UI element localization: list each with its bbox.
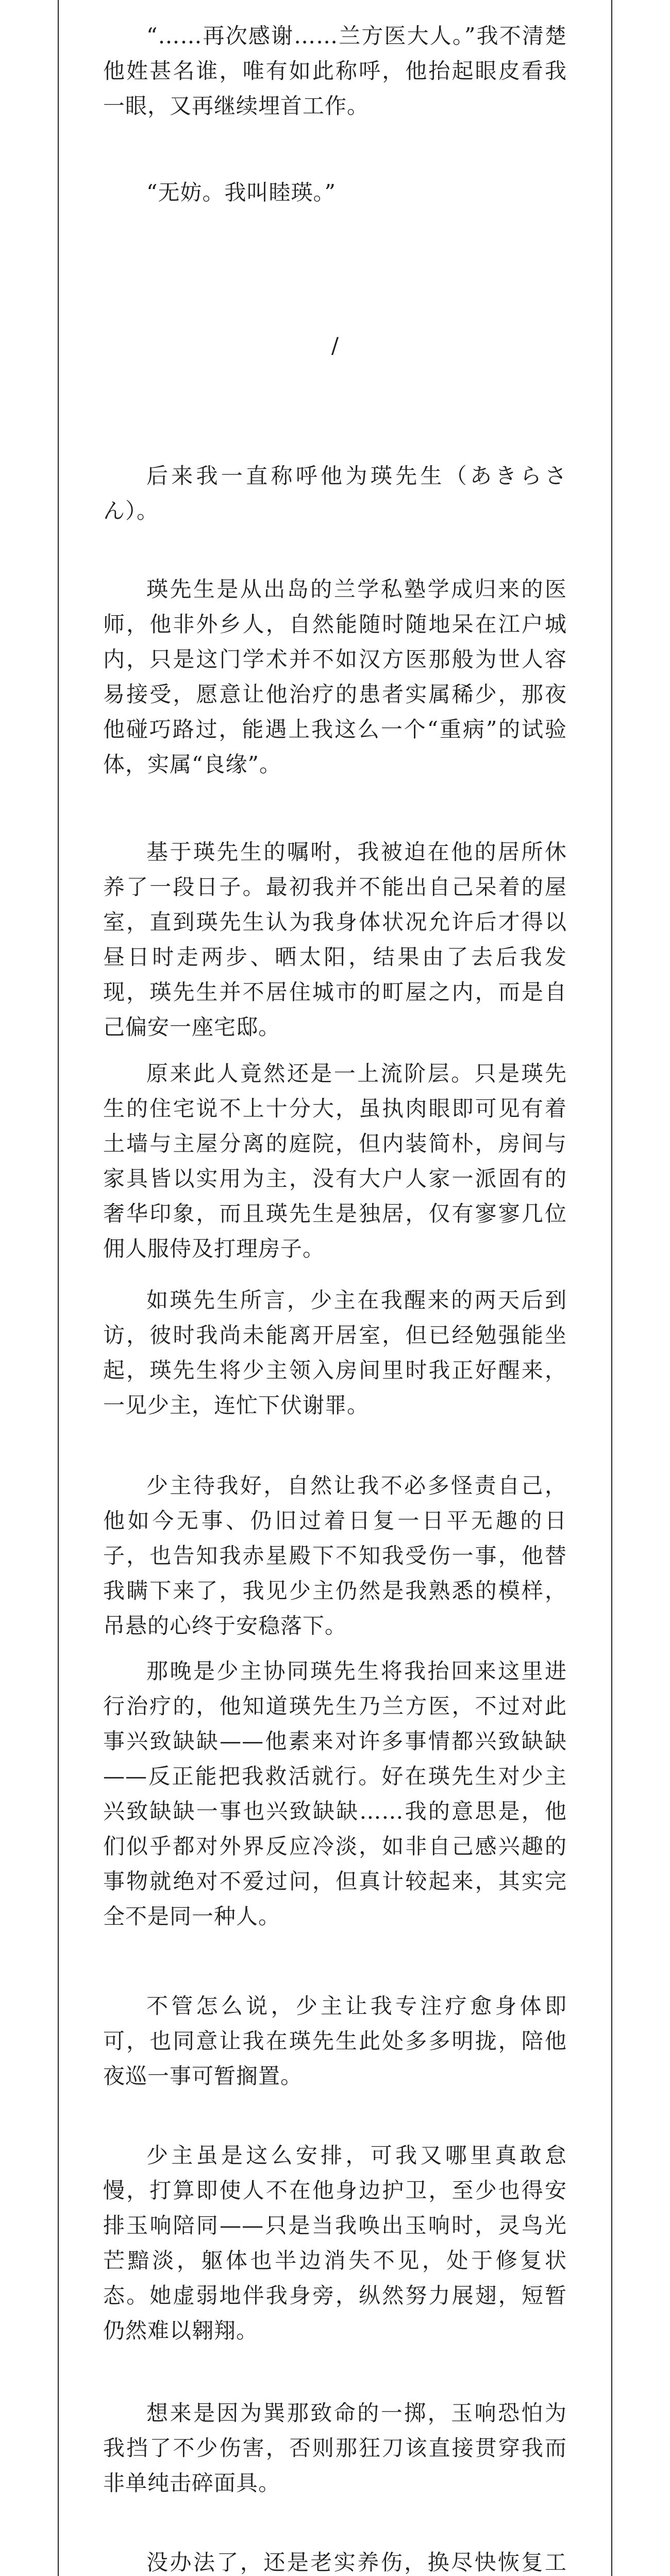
left-border-line — [58, 0, 59, 2576]
paragraph: 那晚是少主协同瑛先生将我抬回来这里进行治疗的，他知道瑛先生乃兰方医，不过对此事兴致缺缺——他素来对许多事情都兴致缺缺——反正能把我救活就行。好在瑛先生对少主兴致缺缺一事也兴致缺缺……我的意思是，他们似乎都对外界反应冷淡，如非自己感兴趣的事物就绝对不爱过问，但真计较起来，其实完全不是同一种人。 — [103, 1658, 567, 1929]
paragraph: 少主虽是这么安排，可我又哪里真敢怠慢，打算即使人不在他身边护卫，至少也得安排玉响陪同——只是当我唤出玉响时，灵鸟光芒黯淡，躯体也半边消失不见，处于修复状态。她虚弱地伴我身旁，纵然努力展翅，短暂仍然难以翱翔。 — [103, 2143, 567, 2343]
paragraph: 原来此人竟然还是一上流阶层。只是瑛先生的住宅说不上十分大，虽执肉眼即可见有着土墙与主屋分离的庭院，但内装简朴，房间与家具皆以实用为主，没有大户人家一派固有的奢华印象，而且瑛先生是独居，仅有寥寥几位佣人服侍及打理房子。 — [103, 1061, 567, 1261]
right-border-line — [611, 0, 612, 2576]
paragraph: 不管怎么说，少主让我专注疗愈身体即可，也同意让我在瑛先生此处多多明拢，陪他夜巡一事可暂搁置。 — [103, 1993, 567, 2089]
paragraph: “……再次感谢……兰方医大人。”我不清楚他姓甚名谁，唯有如此称呼，他抬起眼皮看我一眼，又再继续埋首工作。 — [103, 23, 567, 118]
paragraph: 没办法了，还是老实养伤，换尽快恢复工 — [146, 2550, 567, 2575]
paragraph: 后来我一直称呼他为瑛先生（あきらさん）。 — [103, 463, 567, 523]
paragraph: 基于瑛先生的嘱咐，我被迫在他的居所休养了一段日子。最初我并不能出自己呆着的屋室，直到瑛先生认为我身体状况允许后才得以昼日时走两步、晒太阳，结果由了去后我发现，瑛先生并不居住城市的町屋之内，而是自己偏安一座宅邸。 — [103, 839, 567, 1040]
paragraph: 瑛先生是从出岛的兰学私塾学成归来的医师，他非外乡人，自然能随时随地呆在江户城内，只是这门学术并不如汉方医那般为世人容易接受，愿意让他治疗的患者实属稀少，那夜他碰巧路过，能遇上我这么一个“重病”的试验体，实属“良缘”。 — [103, 577, 567, 777]
paragraph: 少主待我好，自然让我不必多怪责自己，他如今无事、仍旧过着日复一日平无趣的日子，也告知我赤星殿下不知我受伤一事，他替我瞒下来了，我见少主仍然是我熟悉的模样，吊悬的心终于安稳落下。 — [103, 1473, 567, 1638]
paragraph: 如瑛先生所言，少主在我醒来的两天后到访，彼时我尚未能离开居室，但已经勉强能坐起，瑛先生将少主领入房间里时我正好醒来，一见少主，连忙下伏谢罪。 — [103, 1287, 567, 1418]
section-separator: / — [331, 333, 339, 358]
paragraph: 想来是因为巽那致命的一掷，玉响恐怕为我挡了不少伤害，否则那狂刀该直接贯穿我而非单纯击碎面具。 — [103, 2400, 567, 2496]
paragraph: “无妨。我叫睦瑛。” — [146, 180, 336, 205]
